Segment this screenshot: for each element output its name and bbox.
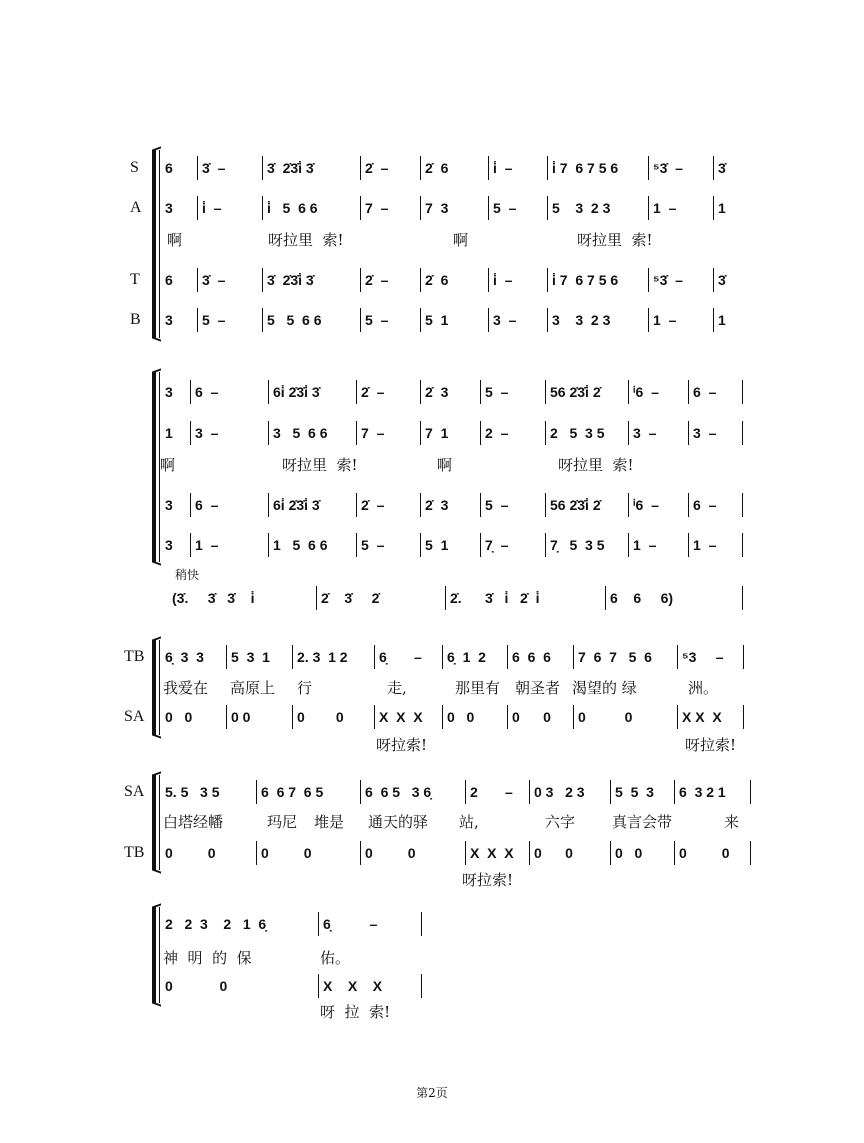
barline [360,196,361,220]
measure: 3̇ – [202,160,226,176]
lyric: 我爱在 [163,679,209,697]
measure: i̇ 7 6 7 5 6 [552,272,619,288]
barline [190,533,191,557]
part-label: SA [124,708,145,725]
barline [197,308,198,332]
measure: 6̣ – [323,916,378,932]
barline [190,493,191,517]
barline [356,421,357,445]
measure: ⁱ6 – [633,384,659,400]
barline [648,196,649,220]
barline [268,380,269,404]
measure: X X X [323,978,383,994]
barline [465,780,466,804]
measure: 0 0 [615,845,643,861]
barline [545,493,546,517]
measure: 0 0 [165,709,193,725]
barline [318,974,319,998]
measure: (3̇. 3̇ 3̇ i̇ [172,590,255,606]
measure: 0 0 [365,845,416,861]
system-bracket-line [159,640,160,735]
barline [360,780,361,804]
barline [688,380,689,404]
measure: 3 – [195,425,219,441]
page-number: 第2页 [416,1086,448,1100]
barline [547,156,548,180]
measure: 6 6 5 3 6̣ [365,784,432,800]
measure: 3̇ [718,272,726,288]
barline [688,421,689,445]
system-bracket-line [159,372,160,562]
barline [445,586,446,610]
lyric: 佑。 [320,949,351,967]
barline [743,705,744,729]
measure: 1 [165,425,173,441]
measure: 6 [165,160,173,176]
barline [374,705,375,729]
barline [742,421,743,445]
barline [420,196,421,220]
barline [545,421,546,445]
lyric: 那里有 [455,679,501,697]
barline [713,156,714,180]
lyric: 呀拉里 索! [558,456,634,474]
measure: 3 5 6 6 [273,425,328,441]
measure: ⁵3̇ – [653,160,683,176]
measure: 5 5 6 6 [267,312,322,328]
measure: ⁵3̇ – [653,272,683,288]
system-bracket [152,907,156,1003]
measure: 1 [718,200,726,216]
measure: 5 5 3 [615,784,654,800]
measure: 5 3 2 3 [552,200,611,216]
measure: 6̣ 3 3 [165,649,204,665]
measure: X X X [682,709,722,725]
barline [420,533,421,557]
barline [268,493,269,517]
measure: 2 – [470,784,513,800]
barline [356,493,357,517]
measure: 1 [718,312,726,328]
barline [628,493,629,517]
barline [480,493,481,517]
barline [465,841,466,865]
measure: 2̇ 6 [425,272,449,288]
lyric: 呀拉里 索! [577,231,653,249]
barline [488,196,489,220]
measure: 3 – [693,425,717,441]
part-label: B [130,311,141,328]
lyric: 行 [297,679,313,697]
measure: 7̣ 5 3 5 [550,537,605,553]
lyric: 堆是 [314,813,345,831]
barline [573,645,574,669]
measure: ⁱ6 – [633,497,659,513]
barline [318,912,319,936]
measure: 0 0 [165,978,228,994]
barline [529,841,530,865]
measure: 7 3 [425,200,449,216]
measure: 2̇ 3 [425,384,449,400]
barline [677,645,678,669]
measure: 56 2̇3̇i̇ 2̇ [550,497,601,513]
barline [573,705,574,729]
barline [420,421,421,445]
measure: 0 0 [297,709,344,725]
system-bracket [152,372,156,562]
barline [713,196,714,220]
barline [420,268,421,292]
barline [360,156,361,180]
barline [197,268,198,292]
barline [743,645,744,669]
measure: X X X [470,845,514,861]
measure: 3 [165,312,173,328]
measure: 3 [165,537,173,553]
barline [750,841,751,865]
measure: 6 6 6 [512,649,551,665]
barline [742,586,743,610]
barline [268,533,269,557]
lyric: 洲。 [688,679,719,697]
lyric: 呀拉里 索! [282,456,358,474]
measure: i̇ – [202,200,222,216]
measure: 2 5 3 5 [550,425,605,441]
lyric: 白塔经幡 [163,813,224,831]
barline [262,156,263,180]
barline [356,380,357,404]
barline [628,380,629,404]
measure: i̇ – [493,160,513,176]
measure: ⁵3 – [682,649,724,665]
barline [420,156,421,180]
tempo-marking: 稍快 [175,568,200,582]
measure: 2̇ 3 [425,497,449,513]
barline [360,268,361,292]
measure: 0 0 [578,709,633,725]
lyric: 呀 拉 索! [320,1003,391,1021]
measure: 5 3 1 [231,649,270,665]
barline [529,780,530,804]
measure: 3 – [493,312,517,328]
measure: 6 – [195,384,219,400]
lyric: 来 [724,813,740,831]
measure: 0 0 [679,845,730,861]
measure: 3 [165,200,173,216]
lyric: 啊 [167,231,183,249]
lyric: 呀拉索! [685,736,737,754]
lyric: 六字 [545,813,576,831]
barline [610,780,611,804]
measure: 56 2̇3̇i̇ 2̇ [550,384,601,400]
measure: 0 0 [512,709,551,725]
lyric: 啊 [453,231,469,249]
lyric: 神 明 的 保 [163,949,252,967]
measure: i̇ 7 6 7 5 6 [552,160,619,176]
barline [226,645,227,669]
barline [442,645,443,669]
measure: 7̣ – [485,537,509,553]
barline [648,156,649,180]
measure: 5 – [485,497,509,513]
measure: 6 – [195,497,219,513]
measure: 3̇ – [202,272,226,288]
measure: 5 1 [425,537,449,553]
barline [605,586,606,610]
barline [480,533,481,557]
measure: 3̇ [718,160,726,176]
barline [292,645,293,669]
barline [268,421,269,445]
measure: 1 – [653,200,677,216]
part-label: T [130,271,140,288]
barline [262,308,263,332]
measure: 1 – [195,537,219,553]
barline [356,533,357,557]
part-label: TB [124,844,145,861]
barline [442,705,443,729]
measure: 6̣ 1 2 [447,649,486,665]
barline [316,586,317,610]
measure: 7 1 [425,425,449,441]
part-label: SA [124,783,145,800]
measure: 1 5 6 6 [273,537,328,553]
lyric: 啊 [437,456,453,474]
barline [420,493,421,517]
part-label: A [130,199,142,216]
barline [648,308,649,332]
measure: 5 1 [425,312,449,328]
lyric: 真言会带 [612,813,673,831]
barline [262,196,263,220]
barline [713,308,714,332]
measure: 3 [165,384,173,400]
lyric: 呀拉索! [462,871,514,889]
barline [256,780,257,804]
lyric: 玛尼 [267,813,298,831]
barline [688,533,689,557]
barline [628,421,629,445]
barline [507,645,508,669]
lyric: 站, [459,813,479,831]
barline [190,421,191,445]
measure: 0 3 2 3 [534,784,585,800]
measure: 6 6 7 6 5 [261,784,324,800]
barline [688,493,689,517]
measure: 2 2 3 2 1 6̣ [165,916,267,932]
measure: 2 – [485,425,509,441]
measure: 3̇ 2̇3̇i̇ 3̇ [267,272,314,288]
system-bracket-line [159,775,160,870]
system-bracket-line [159,907,160,1003]
barline [648,268,649,292]
lyric: 朝圣者 [515,679,561,697]
measure: 1 – [693,537,717,553]
part-label: TB [124,648,145,665]
barline [292,705,293,729]
barline [488,308,489,332]
measure: 7 – [361,425,385,441]
measure: 2. 3 1 2 [297,649,348,665]
barline [713,268,714,292]
measure: 0 0 [261,845,312,861]
barline [547,196,548,220]
measure: 1 – [633,537,657,553]
measure: 6 6 6) [610,590,674,606]
barline [421,974,422,998]
barline [674,841,675,865]
measure: 2̇ 3̇ 2̇ [321,590,380,606]
lyric: 走, [387,679,407,697]
barline [545,533,546,557]
lyric: 呀拉索! [376,736,428,754]
measure: 2̇ – [365,272,389,288]
measure: 0 0 [231,709,251,725]
measure: 2̇. 3̇ i̇ 2̇ i̇ [450,590,540,606]
barline [674,780,675,804]
measure: X X X [379,709,423,725]
measure: 0 0 [165,845,216,861]
barline [420,380,421,404]
barline [256,841,257,865]
measure: 3 – [633,425,657,441]
barline [480,380,481,404]
measure: 6 – [693,497,717,513]
barline [547,308,548,332]
measure: 6i̇ 2̇3̇i̇ 3̇ [273,384,320,400]
measure: 6 [165,272,173,288]
measure: 7 6 7 5 6 [578,649,652,665]
measure: 3̇ 2̇3̇i̇ 3̇ [267,160,314,176]
part-label: S [130,159,139,176]
measure: 7 – [365,200,389,216]
barline [360,308,361,332]
barline [262,268,263,292]
measure: 5 – [202,312,226,328]
measure: 3 [165,497,173,513]
measure: 2̇ 6 [425,160,449,176]
barline [545,380,546,404]
measure: 5 – [361,537,385,553]
barline [547,268,548,292]
measure: 3 3 2 3 [552,312,611,328]
system-bracket [152,150,156,338]
measure: 5 – [493,200,517,216]
barline [421,912,422,936]
barline [480,421,481,445]
lyric: 通天的驿 [368,813,429,831]
measure: 2̇ – [361,497,385,513]
measure: 6̣ – [379,649,422,665]
measure: 6 – [693,384,717,400]
measure: 0 0 [534,845,573,861]
system-bracket-line [159,150,160,338]
barline [507,705,508,729]
barline [610,841,611,865]
barline [742,533,743,557]
measure: i̇ 5 6 6 [267,200,318,216]
measure: 5 – [485,384,509,400]
barline [420,308,421,332]
measure: 5. 5 3 5 [165,784,220,800]
barline [750,780,751,804]
barline [226,705,227,729]
lyric: 呀拉里 索! [268,231,344,249]
barline [197,156,198,180]
measure: 1 – [653,312,677,328]
measure: 5 – [365,312,389,328]
lyric: 高原上 [230,679,276,697]
lyric: 啊 [160,456,176,474]
measure: 6 3 2 1 [679,784,726,800]
barline [360,841,361,865]
measure: i̇ – [493,272,513,288]
measure: 2̇ – [365,160,389,176]
lyric: 渴望的 绿 [572,679,637,697]
system-bracket [152,640,156,735]
barline [488,156,489,180]
barline [488,268,489,292]
barline [677,705,678,729]
barline [628,533,629,557]
measure: 0 0 [447,709,475,725]
measure: 6i̇ 2̇3̇i̇ 3̇ [273,497,320,513]
barline [197,196,198,220]
barline [742,493,743,517]
system-bracket [152,775,156,870]
barline [742,380,743,404]
barline [190,380,191,404]
barline [374,645,375,669]
measure: 2̇ – [361,384,385,400]
